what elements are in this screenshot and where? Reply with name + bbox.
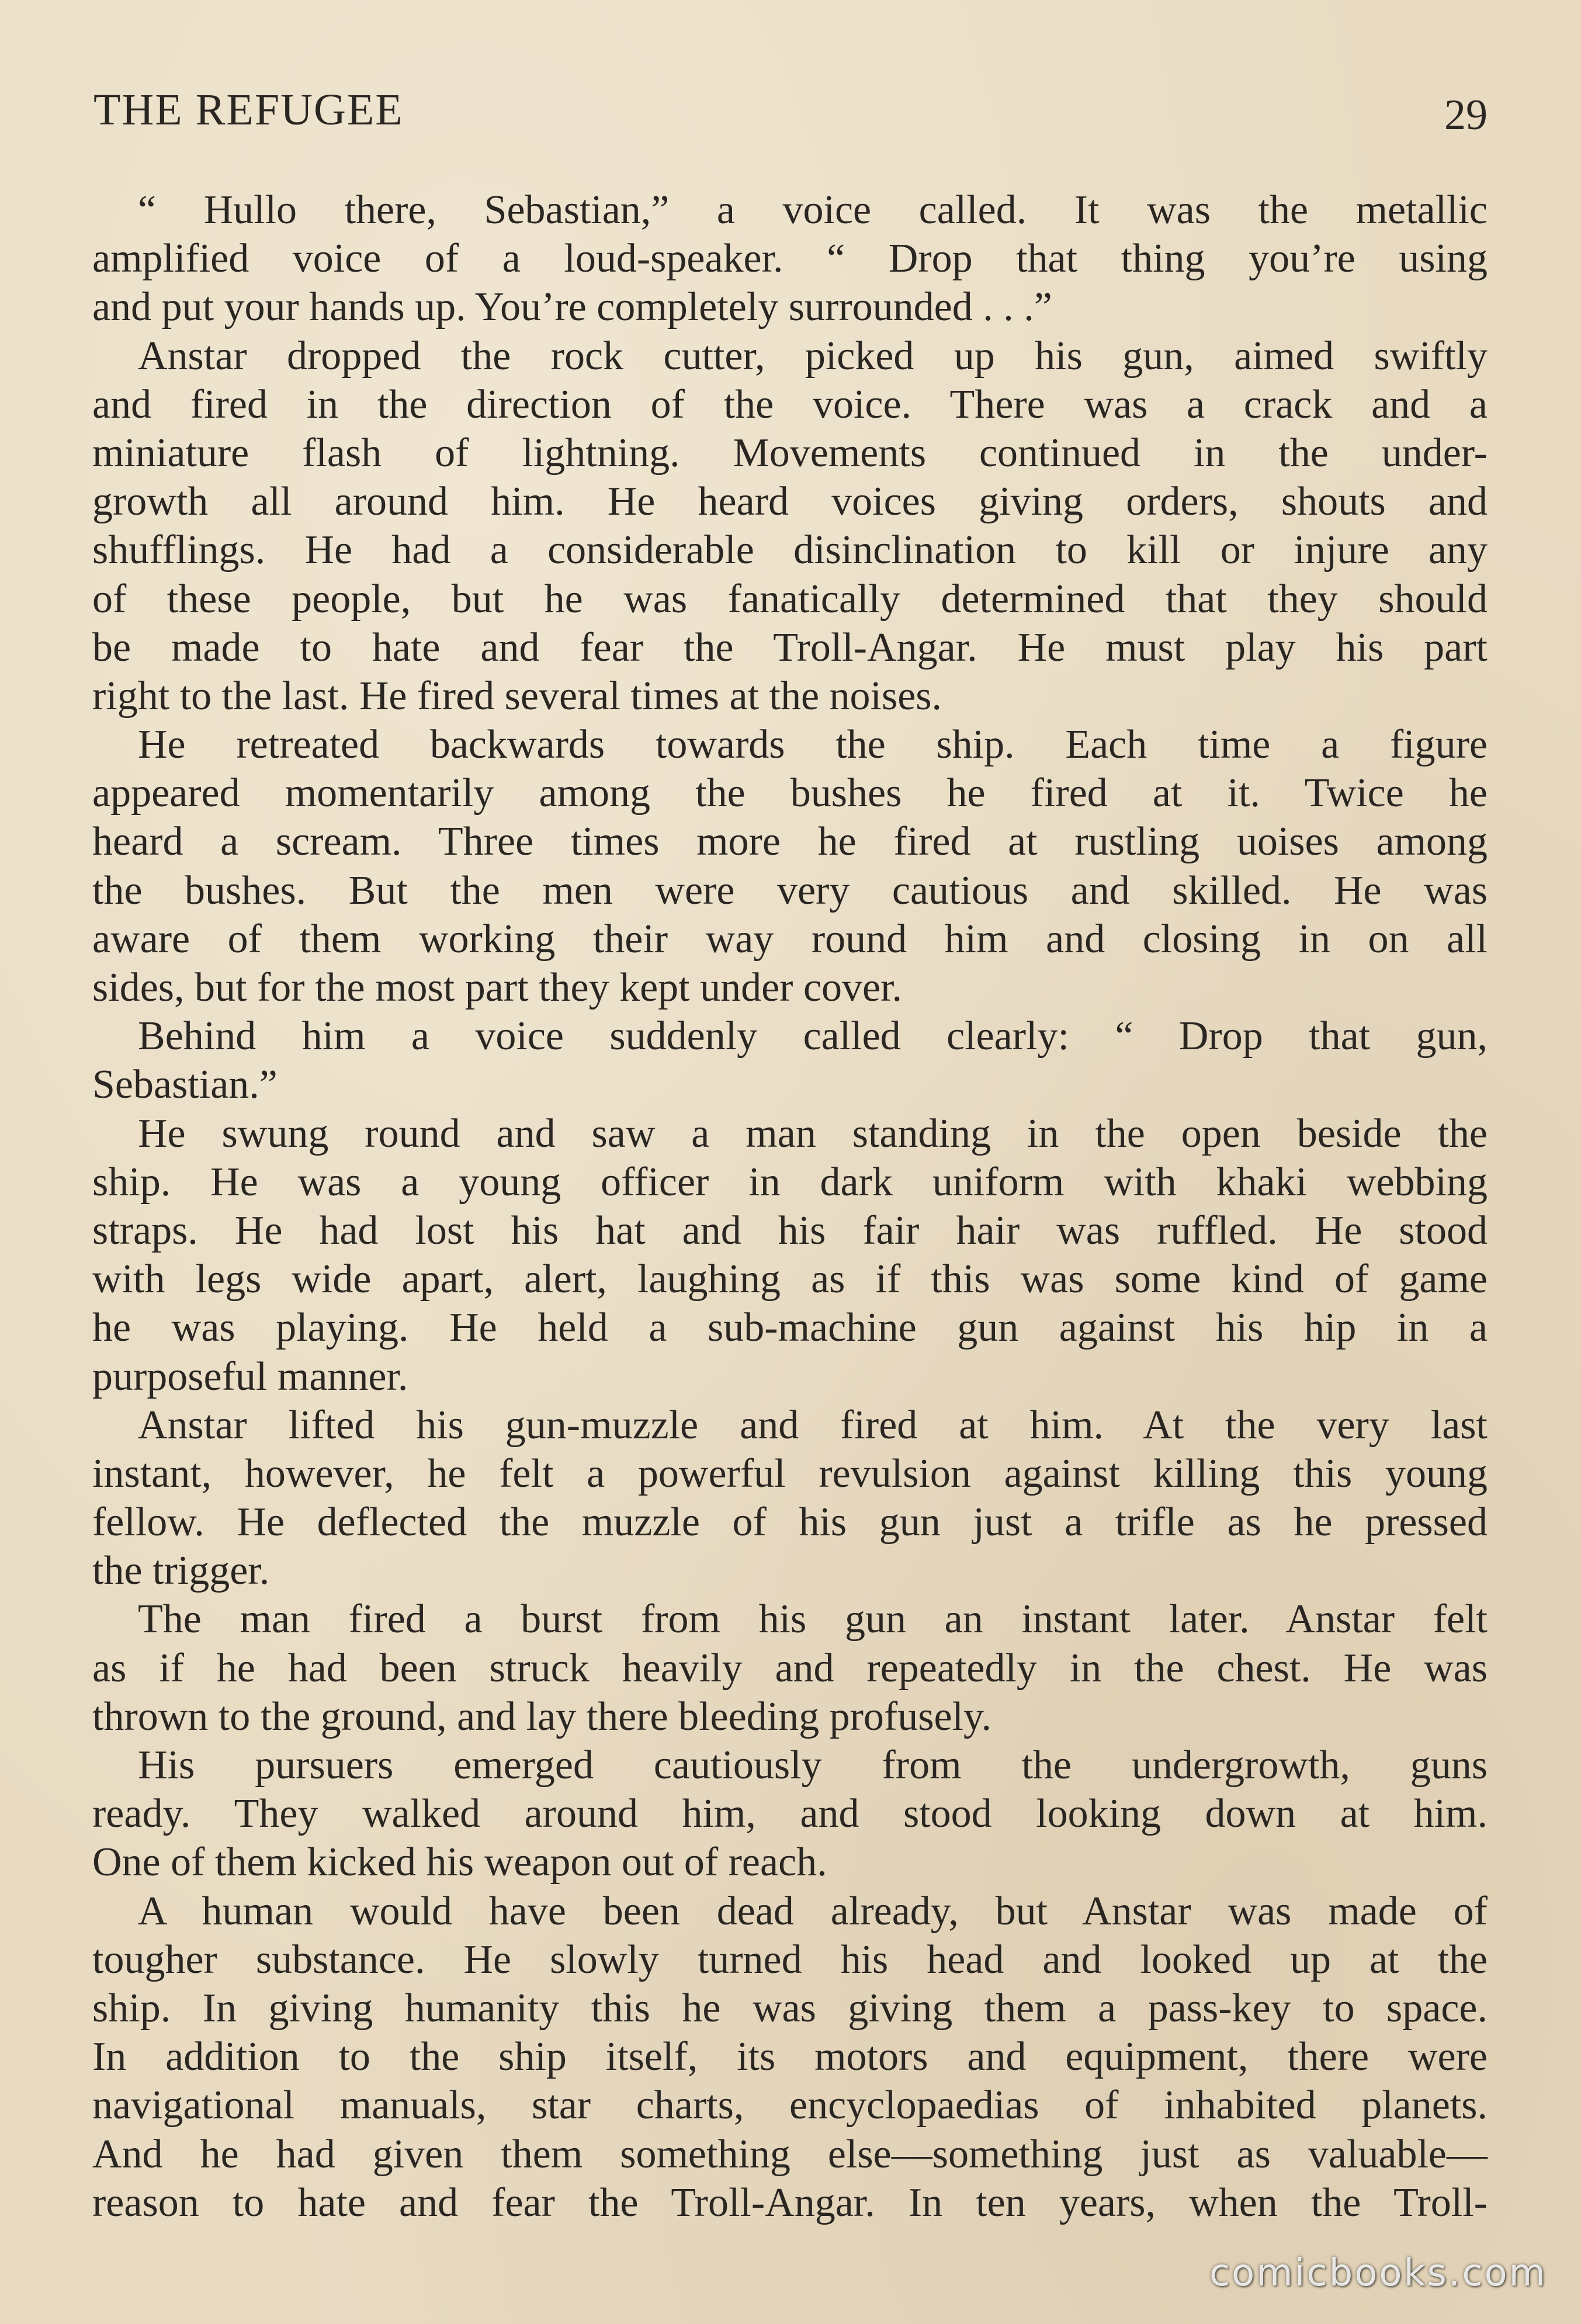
text-line: shufflings. He had a considerable disinclination to kill or injure any <box>92 528 1488 573</box>
text-line: fellow. He deflected the muzzle of his gun just a trifle as he pressed <box>92 1500 1488 1545</box>
text-line: Behind him a voice suddenly called clearly: “ Drop that gun, <box>138 1014 1488 1059</box>
text-line: “ Hullo there, Sebastian,” a voice called. It was the metallic <box>138 188 1488 233</box>
text-line: He retreated backwards towards the ship. Each time a figure <box>138 722 1488 768</box>
page-number: 29 <box>1444 91 1488 139</box>
text-line: Anstar lifted his gun-muzzle and fired at him. At the very last <box>138 1402 1488 1448</box>
body-text <box>92 186 1488 2227</box>
text-line: growth all around him. He heard voices giving orders, shouts and <box>92 479 1488 525</box>
text-line: with legs wide apart, alert, laughing as if this was some kind of game <box>92 1257 1488 1302</box>
text-line: amplified voice of a loud-speaker. “ Drop that thing you’re using <box>92 236 1488 282</box>
text-line: Sebastian.” <box>92 1062 278 1108</box>
text-line: In addition to the ship itself, its motors and equipment, there were <box>92 2034 1488 2080</box>
text-line: ship. In giving humanity this he was giving them a pass-key to space. <box>92 1985 1488 2031</box>
text-line: as if he had been struck heavily and repeatedly in the chest. He was <box>92 1645 1488 1691</box>
watermark-text: comicbooks.com <box>1209 2252 1547 2295</box>
text-line: navigational manuals, star charts, encyclopaedias of inhabited planets. <box>92 2083 1488 2128</box>
text-line: miniature flash of lightning. Movements continued in the under- <box>92 430 1488 476</box>
text-line: instant, however, he felt a powerful revulsion against killing this young <box>92 1451 1488 1496</box>
text-line: of these people, but he was fanatically determined that they should <box>92 576 1488 622</box>
text-line: appeared momentarily among the bushes he fired at it. Twice he <box>92 771 1488 816</box>
text-line: and put your hands up. You’re completely surrounded . . .” <box>92 285 1052 330</box>
text-line: A human would have been dead already, but Anstar was made of <box>138 1888 1488 1934</box>
text-line: the bushes. But the men were very cautious and skilled. He was <box>92 868 1488 913</box>
text-line: One of them kicked his weapon out of reach. <box>92 1840 827 1885</box>
text-line: Anstar dropped the rock cutter, picked up his gun, aimed swiftly <box>138 333 1488 379</box>
text-line: reason to hate and fear the Troll-Angar. In ten years, when the Troll- <box>92 2180 1488 2225</box>
text-line: be made to hate and fear the Troll-Angar. He must play his part <box>92 625 1488 670</box>
text-line: and fired in the direction of the voice. There was a crack and a <box>92 381 1488 427</box>
text-line: tougher substance. He slowly turned his head and looked up at the <box>92 1937 1488 1982</box>
running-head: THE REFUGEE <box>93 85 404 134</box>
text-line: ready. They walked around him, and stood looking down at him. <box>92 1791 1488 1837</box>
text-line: the trigger. <box>92 1548 270 1594</box>
text-line: thrown to the ground, and lay there bleeding profusely. <box>92 1694 991 1739</box>
text-line: sides, but for the most part they kept under cover. <box>92 965 903 1010</box>
text-line: His pursuers emerged cautiously from the undergrowth, guns <box>138 1743 1488 1788</box>
text-line: right to the last. He fired several times at the noises. <box>92 673 942 719</box>
text-line: straps. He had lost his hat and his fair hair was ruffled. He stood <box>92 1208 1488 1253</box>
text-line: he was playing. He held a sub-machine gun against his hip in a <box>92 1305 1488 1351</box>
text-line: aware of them working their way round him and closing in on all <box>92 916 1488 962</box>
text-line: And he had given them something else—something just as valuable— <box>92 2131 1488 2177</box>
text-line: purposeful manner. <box>92 1354 408 1399</box>
text-line: ship. He was a young officer in dark uniform with khaki webbing <box>92 1159 1488 1205</box>
text-line: heard a scream. Three times more he fired at rustling uoises among <box>92 819 1488 865</box>
text-line: He swung round and saw a man standing in the open beside the <box>138 1111 1488 1156</box>
text-line: The man fired a burst from his gun an instant later. Anstar felt <box>138 1597 1488 1642</box>
